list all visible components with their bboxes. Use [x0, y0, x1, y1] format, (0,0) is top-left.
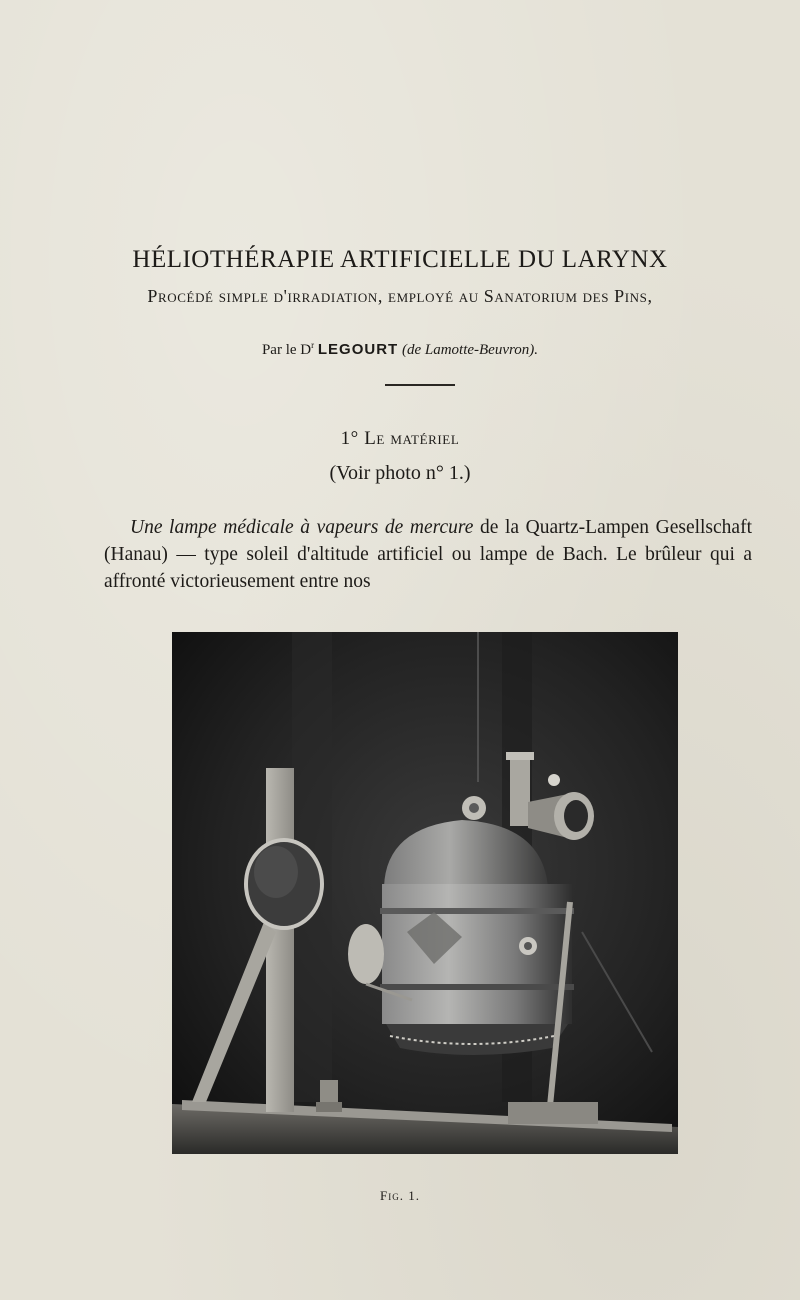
body-paragraph [104, 514, 752, 595]
lamp-photo-image [172, 632, 678, 1154]
figure-caption: Fig. 1. [380, 1188, 420, 1203]
article-title: HÉLIOTHÉRAPIE ARTIFICIELLE DU LARYNX [132, 246, 668, 273]
author-affiliation: (de Lamotte-Beuvron). [401, 342, 539, 358]
author-prefix-sup: r [311, 340, 315, 350]
body-italic-lead: Une lampe médicale à vapeurs de mercure [130, 517, 474, 538]
author-line [0, 340, 800, 359]
author-name: LEGOURT [317, 341, 399, 358]
author-prefix: Par le D [261, 342, 312, 358]
article-subtitle: Procédé simple d'irradiation, employé au Sanatorium des Pins, [147, 286, 653, 306]
figure-photo [172, 632, 678, 1154]
divider-rule [385, 384, 455, 386]
photo-reference: (Voir photo n° 1.) [329, 462, 471, 484]
section-heading: 1° Le matériel [340, 428, 460, 449]
body-text: de la Quartz-Lampen Gesellschaft (Hanau) — type soleil d'altitude artificiel ou lampe de Bach. Le brûleur qui a affronté victorieusement entre nos [104, 517, 752, 592]
